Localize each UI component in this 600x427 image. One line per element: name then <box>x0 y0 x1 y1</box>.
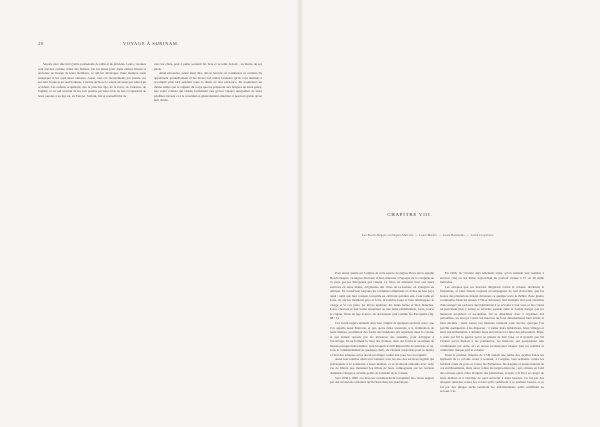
right-page-column-2 <box>440 271 544 394</box>
paragraph: Dans le premier chapitre de 1749 entrait une terme des qu'elles faites les habitants de la colonie avant à soutenir, à l'origine, tous ordinaire contre les habitats ornés du pays et contre les Eléméotes, les Anglais et autres nations de ces établissements, mais aussi contre les nègres-marrons ; qui, refusés au fond des savanes après s'être éloignés des plantations, revenir à la fin à se ranger de leurs maîtres et à chercher de quoi subvenir à leurs besoins. Ce fut par des attaques réitérées contre les colons qu'ils satisfirent à ce premier besoin, et ce fut par des pilages qu'ils ruinèrent les établissements qu'ils satisfirent au second. Ces <box>440 352 544 394</box>
paragraph: En 1696, ils vivaient déjà tellement entre, qu'on estimait leur nombre à environ cinq ou six mille, aujourd'hui du pouvoir évalué à 15 ou 20 mille individus. <box>440 271 544 285</box>
running-head <box>38 41 264 49</box>
page-number: 28 <box>38 41 44 46</box>
paragraph: Aussi leur nombre allait s'accroissant, tous les ans, des esclaves fugitifs qui prévenaient à se soustraire à leurs maîtres, et se montrant enhardis avec cette vie de liberté que menaient les tribus de leurs compagnons sur les terrains demeurés vierges à certains points de la limite de la colonie. <box>330 357 434 376</box>
book-gutter <box>296 0 304 427</box>
chapter-title: CHAPITRE VIII. <box>387 212 433 217</box>
right-page-column-1 <box>330 271 435 385</box>
chapter-summary: Les Bosch-Negers ou Nègres-Marrons. — Leurs Mœurs. — Leurs Habitudes. — Leurs Croyances. <box>361 233 495 237</box>
paragraph: Ainsi entourées, peine ainsi dire, dès le bercent où commença sa carrière, ils apprennent graduellement et les divers aux autres fardeaux qu'ils vont destinés à accomplir plus tard pendant toute la durée de leur existence. Ils acquièrent, en même temps que la vigueur du corps que les préparent aux fatigues de leurs genre, une santé robuste qui résiste facilement aux graves valeurs auxquelles de leurs pénibles travaux et à la constitution généralement amortise et peu incroyable qu'on leur donne. <box>154 71 262 103</box>
paragraph: tous les côtés, peut à peine soutenir les bras et se tenir debout , au moins de ses pieds. <box>154 62 262 71</box>
paragraph: Vers 1650 à 1690, ces marrons commencèrent à inquiéter les colons anglais par des incursions violentes qu'ils firent dans les plantations. <box>330 375 434 385</box>
running-head-title: VOYAGE À SURINAM. <box>122 41 180 46</box>
left-page-column-2 <box>154 62 262 162</box>
paragraph: Pour entrer quelle est l'origine de cette espèce de nègres libres qu'on appelle Bosch-Negers, ou nègres-marrons, il faut remonter à l'époque de la conquête de ce pays par les Européens qui vinrent s'y fixer, en amenant avec eux leurs esclaves en leurs mains, originaires des côtes de la Guinée ou d'Angola en Afrique. Ils conservent toujours les coutumes religieuses et civiles de leur pays natal ; ainsi que leur couleur, lorsqu'ils ne cultivent qu'entre eux. Leur taille en forte, ils ont les membres gros et forts, la poitrine large et bien développée, le visage et le cou plats, les lèvres épaisses, les dents belles et bien blanches. Leurs cheveux et leur barbe ressentent ou une laine extrêmement, forte, courte et crépue. Dans un âge avancé, ils deviennent gris comme les Européens (fig. 68 : 1). <box>330 271 434 321</box>
left-page-column-1 <box>38 62 146 162</box>
paragraph: Ces bosch-negers tiennent donc leur origine de quelques esclaves noirs, que l'on appelle aussi Marrons, et qui, après s'être soustraits à la domination de leurs maîtres, prolifèrent des forêts des intérieurs qui regardent dans la colonie et qui étaient ouverts par les invasions des ennemis, pour échapper à l'esclavage. Ils se forment le long des rivières, dans des forêts et au milieu de marais presque inabordables, dont lesquels il était impossible de pénétrer, et où, sous le commandement de quelques chefs, ils s'étaient retranchés pour se mettre à l'abri des attaques qu'on aurait pu diriger contre eux pour les reconquérir. <box>330 321 435 357</box>
paragraph: Sapoëe avec une incroyable promenade de taille et de grâcieus. Leurs colonnes sont élevées comme celles des Indiens. On les laisse jouir d'une entière liberté et ancienne de l'usage de leurs membres, ce qui les développe d'une manière aussi énergique et les rend aussi robustes. Aussi, tous ces mouvements par prends ces sur seul bonne et en seul bonheur, à moins qu'ils ne le soient devenus par suite d'un accident. Les enfants acquièrent, dès le plus bas âge, de la force, de l'adresse, de l'agilité, et on sait souvent de les voir pendus par leurs bras ou aux occupations de leurs parents à un âge où, en Europe, l'enfant, fait et nonnaffrimé de <box>38 62 146 98</box>
paragraph: Les attaques que ces marrons dirigèrent contre la colonie, devinrent si fréquentes, et elles étaient toujours accompagnées de tant d'atrocités, que les hostes des plantations étaient devenues ce quelque sorte le théâtre d'une guerre continuelle. Dans les années 1730 et suivantes, leur exemple vint pour abolition d'encourager les esclaves des habitations à se révolter à leur tour, et les colons ne pouvaient plus y suivre se sécurité, pensait suite le double danger que les menaçait au-dehors et au-dedans. On se détermina donc à organiser des patrouilles, en envoya contre les marrons de forts détachements bien armés et bien décidés ; mais toutes ces mesures restèrent sans succès, quoique l'on parvînt quelquefois à les disperser ; à ramer leurs habitations, leurs villages et leurs retranchements, à détruire leurs provisions et à faire des prisonniers. Mais, à ceux qui fût la guerre qu'on se réussit de leur faire, et il grandir que fût l'ardeur qu'on mettait à les poursuivre, les marrons, qui paraissaient rien continuaient par suite, et ces autres promenoient chaque jour un nombre et ceinturient chaque jour la colonie. <box>440 284 544 353</box>
